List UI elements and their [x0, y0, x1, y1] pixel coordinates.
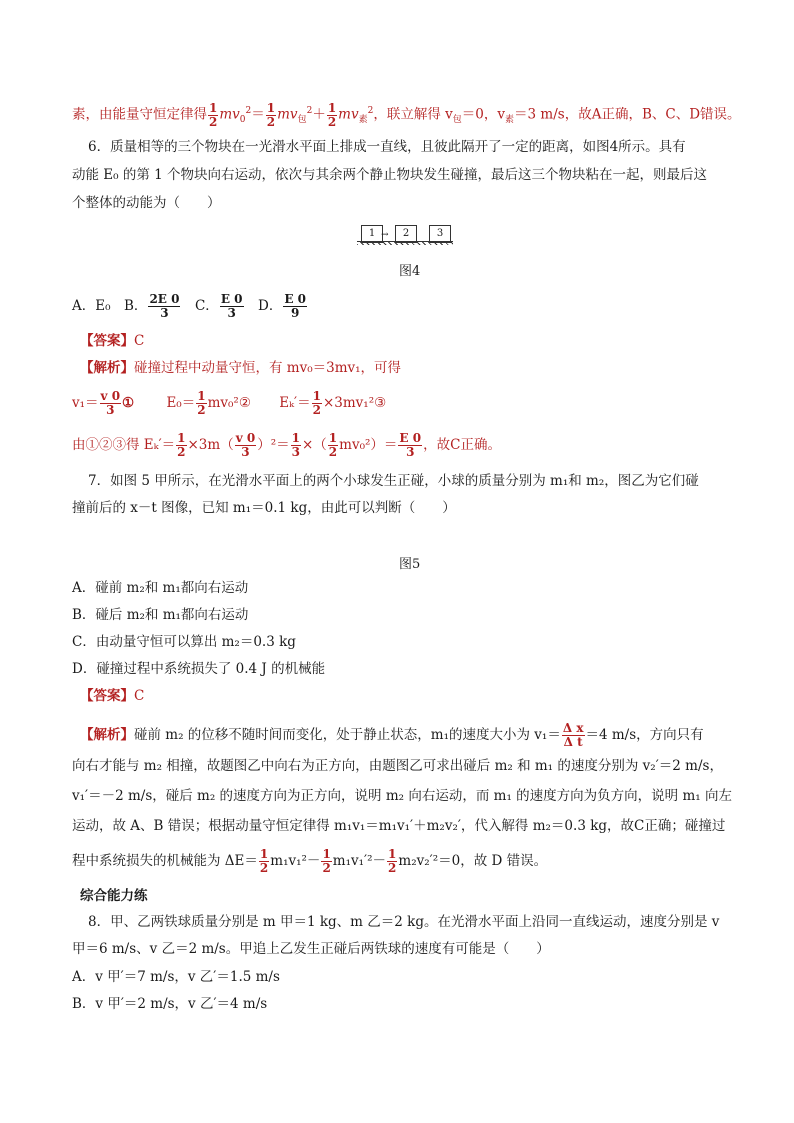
q7-option-a: A．碰前 m₂和 m₁都向右运动 [72, 580, 249, 596]
figure-5-caption: 图5 [399, 557, 421, 572]
q7-stem-line1: 7．如图 5 甲所示，在光滑水平面上的两个小球发生正碰，小球的质量分别为 m₁和 m₂，图乙为它们碰 [88, 473, 699, 489]
q7-analysis-line2: 向右才能与 m₂ 相撞，故题图乙中向右为正方向，由题图乙可求出碰后 m₂ 和 m₁ 的速度分别为 v₂′＝2 m/s， [72, 758, 723, 774]
block-1: 1 [361, 225, 383, 243]
q7-option-c: C．由动量守恒可以算出 m₂＝0.3 kg [72, 634, 296, 650]
q7-analysis-line1: 【解析】碰前 m₂ 的位移不随时间而变化，处于静止状态，m₁的速度大小为 v₁＝ $\frac{\text{Δ x}}{\text{Δ t}}$ ＝4 m/s，方向只有 [80, 721, 704, 749]
q7-option-b: B．碰后 m₂和 m₁都向右运动 [72, 607, 249, 623]
q8-option-a: A．v 甲′＝7 m/s，v 乙′＝1.5 m/s [72, 969, 280, 985]
q6-stem-line3: 个整体的动能为（ ） [72, 195, 221, 211]
q6-analysis-line1: 【解析】碰撞过程中动量守恒，有 mv₀＝3mv₁，可得 [80, 360, 402, 376]
q8-stem-line1: 8．甲、乙两铁球质量分别是 m 甲＝1 kg、m 乙＝2 kg。在光滑水平面上沿同一直线运动，速度分别是 v [88, 914, 720, 930]
q6-answer: 【答案】C [80, 333, 145, 349]
figure-4-caption: 图4 [399, 264, 421, 279]
block-3: 3 [429, 225, 451, 243]
right-arrow-icon: → [381, 230, 389, 240]
q7-stem-line2: 撞前后的 x－t 图像，已知 m₁＝0.1 kg，由此可以判断（ ） [72, 500, 456, 516]
fraction-half: $\frac{1}{2}$ [209, 100, 218, 129]
section-heading: 综合能力练 [80, 888, 148, 904]
ground-surface [357, 241, 453, 245]
q6-stem-line2: 动能 E₀ 的第 1 个物块向右运动，依次与其余两个静止物块发生碰撞，最后这三个物块粘在一起，则最后这 [72, 167, 708, 183]
q7-answer: 【答案】C [80, 688, 145, 704]
prev-answer-line: 素，由能量守恒定律得 $\frac{1}{2}$ $mv_0^2=$ $\frac{1}{2}$ $mv_包^2+$ $\frac{1}{2}$ $mv_素^2$，联立解得 $v_包=0$，$v_素=3$ m/s，故A正确，B、C、D错误。 [72, 100, 741, 129]
q6-options: A．E₀ B． $\frac{2E 0}{3}$ C． $\frac{E 0}{3}$ D． $\frac{E 0}{9}$ [72, 292, 307, 320]
q8-stem-line2: 甲＝6 m/s、v 乙＝2 m/s。甲追上乙发生正碰后两铁球的速度有可能是（ ） [72, 941, 550, 957]
q8-option-b: B．v 甲′＝2 m/s，v 乙′＝4 m/s [72, 996, 268, 1012]
q6-final: 由①②③得 Eₖ′＝ $\frac{1}{2}$ ×3m（ $\frac{v 0}{3}$ ）²＝ $\frac{1}{3}$ ×（ $\frac{1}{2}$ mv₀²）＝ $\frac{E 0}{3}$ ，故C正确。 [72, 431, 501, 459]
q6-stem-line1: 6．质量相等的三个物块在一光滑水平面上排成一直线，且彼此隔开了一定的距离，如图4所示。具有 [88, 139, 686, 155]
q7-analysis-line4: 运动，故 A、B 错误；根据动量守恒定律得 m₁v₁＝m₁v₁′＋m₂v₂′，代入解得 m₂＝0.3 kg，故C正确；碰撞过 [72, 818, 726, 834]
q7-option-d: D．碰撞过程中系统损失了 0.4 J 的机械能 [72, 661, 326, 677]
block-2: 2 [395, 225, 417, 243]
q6-equations: v₁＝ $\frac{v 0}{3}$ ① E₀＝ $\frac{1}{2}$ mv₀²② Eₖ′＝ $\frac{1}{2}$ ×3mv₁²③ [72, 389, 387, 417]
figure-4-blocks [357, 222, 453, 244]
q7-analysis-line5: 程中系统损失的机械能为 ΔE＝ $\frac{1}{2}$ m₁v₁²－ $\frac{1}{2}$ m₁v₁′²－ $\frac{1}{2}$ m₂v₂′²＝0，故 D 错误。 [72, 847, 548, 875]
q7-analysis-line3: v₁′＝－2 m/s，碰后 m₂ 的速度方向为正方向，说明 m₂ 向右运动，而 m₁ 的速度方向为负方向，说明 m₁ 向左 [72, 788, 732, 804]
